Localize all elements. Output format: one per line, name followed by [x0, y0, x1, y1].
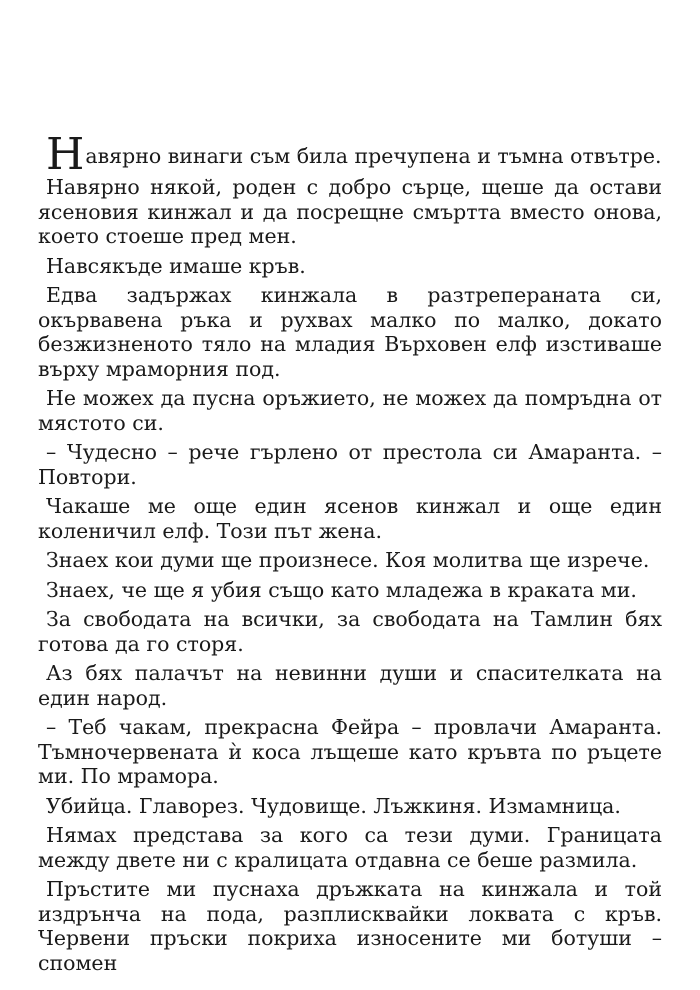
paragraph: Знаех кои думи ще произнесе. Коя молитва ще изрече.: [46, 548, 650, 572]
paragraph: Едва задържах кинжала в разтреперанатa си, окървавена ръка и рухвах малко по малко, докато безжизненото тяло на младия Върховен елф изстиваше върху мраморния под.: [38, 283, 662, 381]
paragraph: – Теб чакам, прекрасна Фейра – провлачи Амаранта. Тъмночервената ѝ коса лъщеше като кръвта по ръцете ми. По мрамора.: [38, 715, 662, 788]
opening-text: авярно винаги съм била пречупена и тъмна отвътре.: [85, 144, 662, 168]
paragraph: Навсякъде имаше кръв.: [46, 253, 306, 278]
paragraph: Навярно някой, роден с добро сърце, щеше да остави ясеновия кинжал и да посрещне смъртта вместо онова, което стоеше пред мен.: [38, 175, 662, 248]
paragraph: Аз бях палачът на невинни души и спасителката на един народ.: [38, 661, 662, 710]
paragraph: – Чудесно – рече гърлено от престола си Амаранта. – Повтори.: [38, 440, 662, 489]
paragraph: Знаех, че ще я убия също като младежа в краката ми.: [46, 577, 637, 602]
paragraph: Пръстите ми пуснаха дръжката на кинжала и той издрънча на пода, разплисквайки локвата с кръв. Червени пръски покриха износените ми ботуши – спомен: [38, 877, 662, 975]
paragraph: Не можех да пусна оръжието, не можех да помръдна от мястото си.: [38, 386, 662, 435]
paragraph: Нямах представа за кого са тези думи. Границата между двете ни с кралицата отдавна се беше размила.: [38, 823, 662, 872]
drop-cap: Н: [46, 129, 85, 180]
paragraph: За свободата на всички, за свободата на Тамлин бях готова да го сторя.: [38, 607, 662, 656]
paragraph: Чакаше ме още един ясенов кинжал и още един коленичил елф. Този път жена.: [38, 494, 662, 543]
opening-line: [38, 129, 662, 180]
paragraph: Убийца. Главорез. Чудовище. Лъжкиня. Измамница.: [46, 793, 621, 818]
